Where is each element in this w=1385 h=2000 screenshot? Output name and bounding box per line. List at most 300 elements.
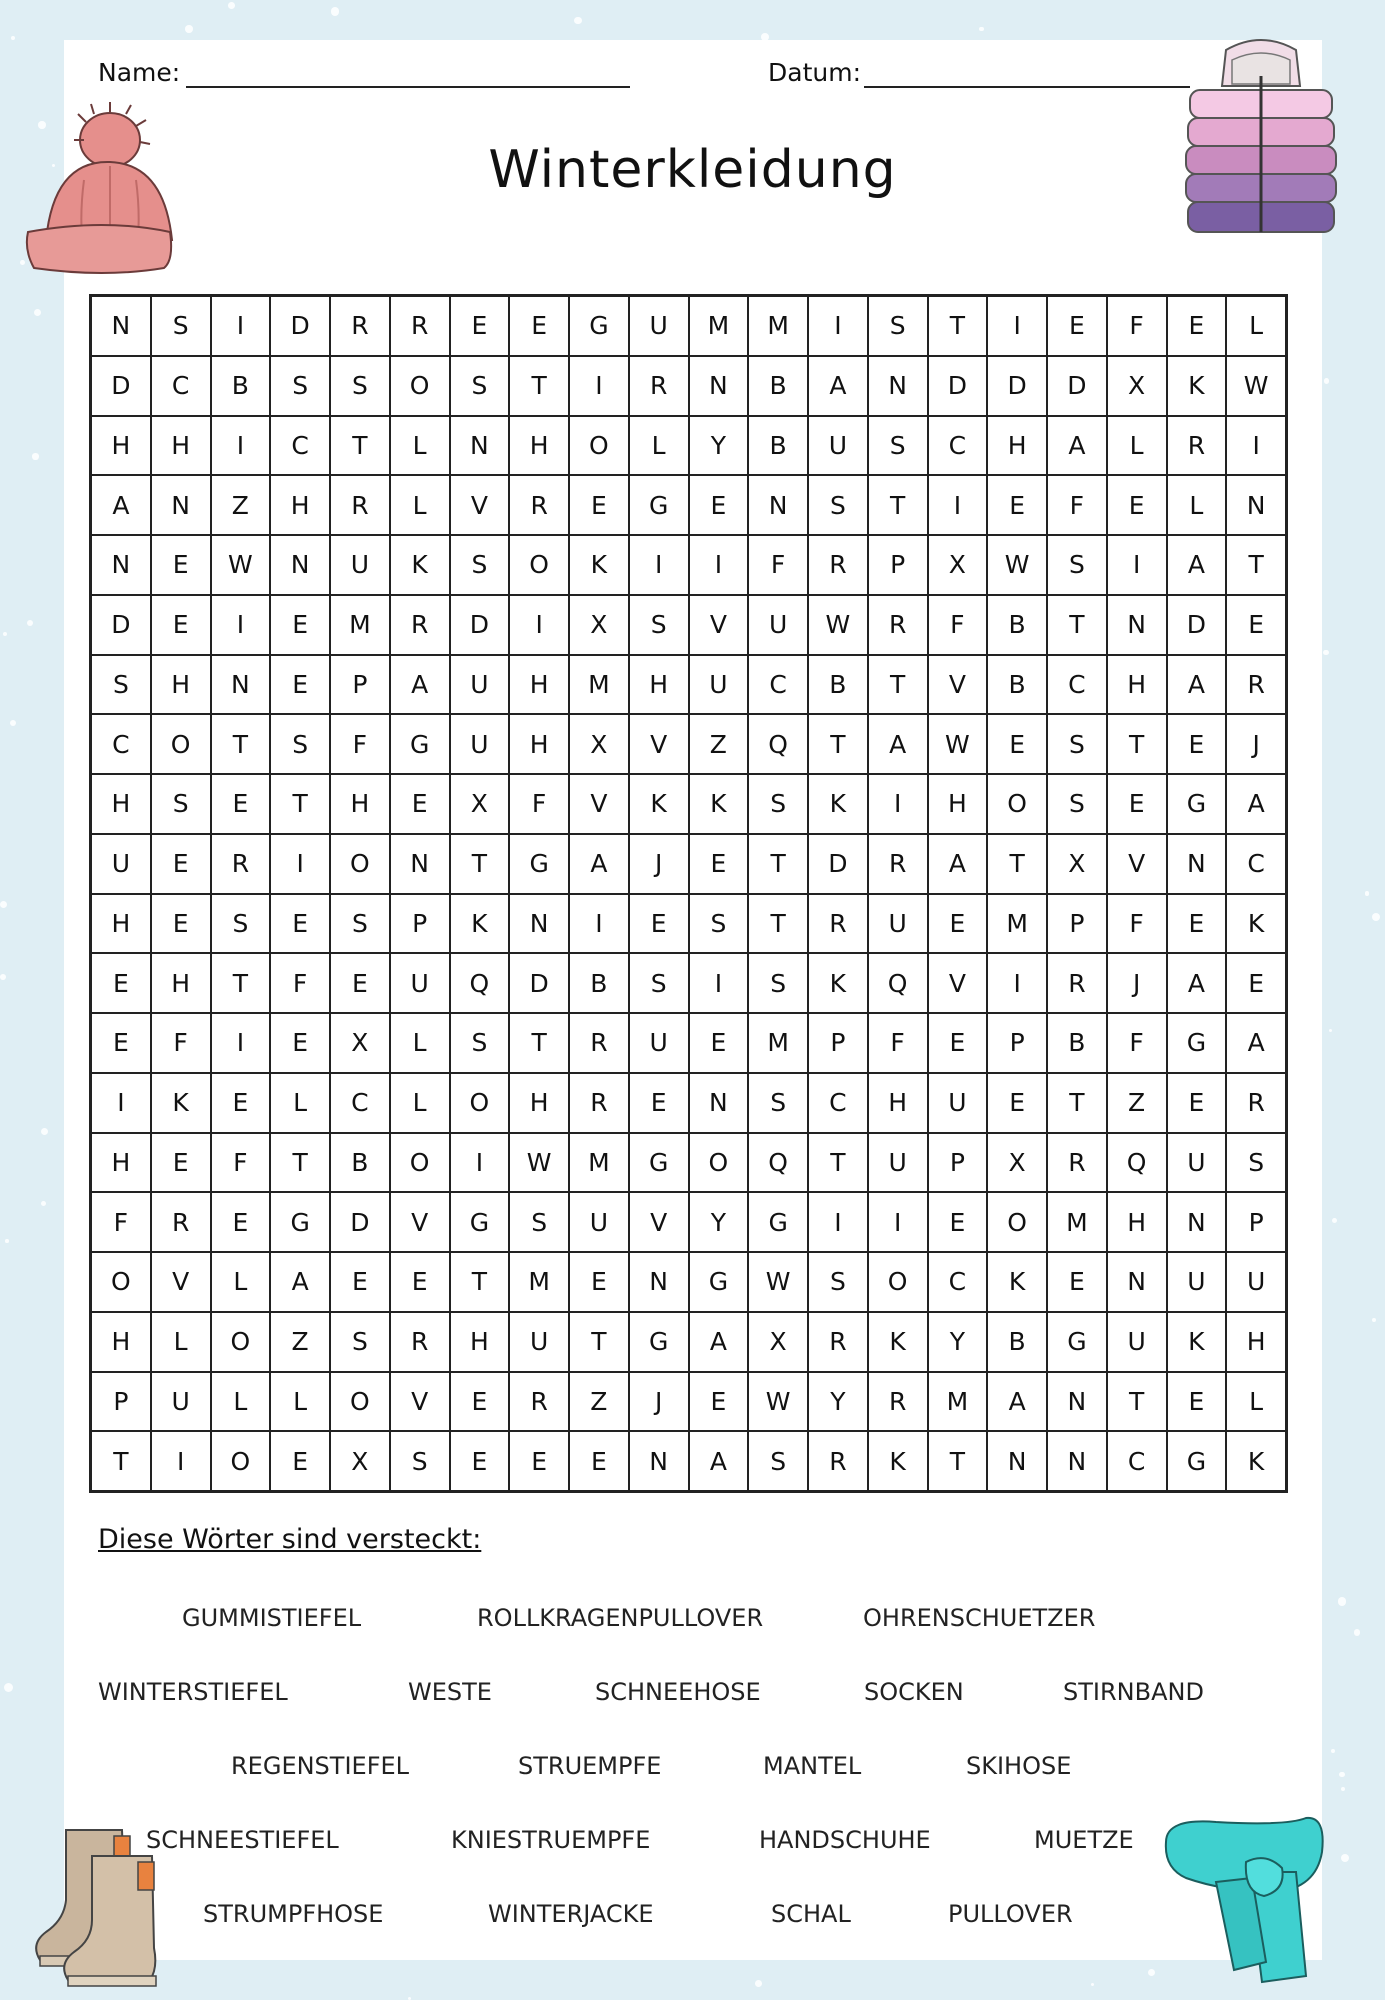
grid-cell[interactable]: D <box>509 953 569 1013</box>
grid-cell[interactable]: X <box>330 1013 390 1073</box>
grid-cell[interactable]: I <box>987 953 1047 1013</box>
grid-cell[interactable]: Y <box>689 416 749 476</box>
grid-cell[interactable]: S <box>330 356 390 416</box>
grid-cell[interactable]: E <box>569 1431 629 1491</box>
grid-cell[interactable]: C <box>808 1073 868 1133</box>
grid-cell[interactable]: E <box>987 1073 1047 1133</box>
grid-cell[interactable]: Z <box>270 1312 330 1372</box>
grid-cell[interactable]: M <box>330 595 390 655</box>
grid-cell[interactable]: R <box>808 1431 868 1491</box>
grid-cell[interactable]: E <box>151 1133 211 1193</box>
grid-cell[interactable]: M <box>569 655 629 715</box>
grid-cell[interactable]: J <box>629 1372 689 1432</box>
grid-cell[interactable]: E <box>569 1252 629 1312</box>
grid-cell[interactable]: E <box>330 1252 390 1312</box>
grid-cell[interactable]: B <box>1047 1013 1107 1073</box>
grid-cell[interactable]: E <box>1167 1372 1227 1432</box>
grid-cell[interactable]: T <box>1047 595 1107 655</box>
grid-cell[interactable]: F <box>1107 296 1167 356</box>
grid-cell[interactable]: U <box>928 1073 988 1133</box>
grid-cell[interactable]: G <box>689 1252 749 1312</box>
grid-cell[interactable]: U <box>629 296 689 356</box>
grid-cell[interactable]: N <box>629 1252 689 1312</box>
grid-cell[interactable]: O <box>450 1073 510 1133</box>
grid-cell[interactable]: I <box>91 1073 151 1133</box>
grid-cell[interactable]: H <box>330 774 390 834</box>
grid-cell[interactable]: D <box>928 356 988 416</box>
grid-cell[interactable]: T <box>748 894 808 954</box>
grid-cell[interactable]: T <box>987 834 1047 894</box>
grid-cell[interactable]: F <box>748 535 808 595</box>
grid-cell[interactable]: S <box>629 953 689 1013</box>
grid-cell[interactable]: E <box>91 953 151 1013</box>
grid-cell[interactable]: C <box>270 416 330 476</box>
grid-cell[interactable]: R <box>629 356 689 416</box>
grid-cell[interactable]: H <box>509 655 569 715</box>
grid-cell[interactable]: H <box>868 1073 928 1133</box>
grid-cell[interactable]: X <box>450 774 510 834</box>
grid-cell[interactable]: L <box>629 416 689 476</box>
grid-cell[interactable]: R <box>1047 1133 1107 1193</box>
grid-cell[interactable]: U <box>1107 1312 1167 1372</box>
grid-cell[interactable]: Q <box>748 714 808 774</box>
grid-cell[interactable]: N <box>509 894 569 954</box>
grid-cell[interactable]: E <box>1107 475 1167 535</box>
grid-cell[interactable]: G <box>1167 1013 1227 1073</box>
grid-cell[interactable]: N <box>1167 1192 1227 1252</box>
grid-cell[interactable]: Y <box>689 1192 749 1252</box>
grid-cell[interactable]: U <box>868 894 928 954</box>
grid-cell[interactable]: E <box>270 894 330 954</box>
grid-cell[interactable]: H <box>91 1133 151 1193</box>
grid-cell[interactable]: E <box>211 1192 271 1252</box>
grid-cell[interactable]: H <box>151 655 211 715</box>
grid-cell[interactable]: D <box>808 834 868 894</box>
grid-cell[interactable]: U <box>509 1312 569 1372</box>
grid-cell[interactable]: S <box>1226 1133 1286 1193</box>
grid-cell[interactable]: S <box>808 1252 868 1312</box>
grid-cell[interactable]: K <box>1226 1431 1286 1491</box>
grid-cell[interactable]: E <box>450 1372 510 1432</box>
grid-cell[interactable]: L <box>151 1312 211 1372</box>
grid-cell[interactable]: G <box>270 1192 330 1252</box>
grid-cell[interactable]: S <box>211 894 271 954</box>
grid-cell[interactable]: R <box>808 535 868 595</box>
grid-cell[interactable]: A <box>689 1312 749 1372</box>
grid-cell[interactable]: M <box>689 296 749 356</box>
grid-cell[interactable]: H <box>151 416 211 476</box>
grid-cell[interactable]: U <box>1167 1252 1227 1312</box>
grid-cell[interactable]: N <box>748 475 808 535</box>
grid-cell[interactable]: T <box>450 834 510 894</box>
grid-cell[interactable]: B <box>748 416 808 476</box>
grid-cell[interactable]: D <box>91 595 151 655</box>
grid-cell[interactable]: D <box>1167 595 1227 655</box>
grid-cell[interactable]: U <box>808 416 868 476</box>
grid-cell[interactable]: R <box>868 595 928 655</box>
grid-cell[interactable]: S <box>868 296 928 356</box>
grid-cell[interactable]: I <box>211 416 271 476</box>
grid-cell[interactable]: U <box>1226 1252 1286 1312</box>
grid-cell[interactable]: C <box>748 655 808 715</box>
grid-cell[interactable]: H <box>1226 1312 1286 1372</box>
grid-cell[interactable]: S <box>450 356 510 416</box>
grid-cell[interactable]: D <box>270 296 330 356</box>
grid-cell[interactable]: N <box>91 535 151 595</box>
grid-cell[interactable]: T <box>748 834 808 894</box>
grid-cell[interactable]: R <box>808 894 868 954</box>
grid-cell[interactable]: W <box>987 535 1047 595</box>
grid-cell[interactable]: E <box>928 894 988 954</box>
grid-cell[interactable]: R <box>569 1013 629 1073</box>
grid-cell[interactable]: O <box>868 1252 928 1312</box>
grid-cell[interactable]: S <box>868 416 928 476</box>
grid-cell[interactable]: I <box>928 475 988 535</box>
grid-cell[interactable]: H <box>928 774 988 834</box>
grid-cell[interactable]: T <box>868 475 928 535</box>
grid-cell[interactable]: E <box>928 1192 988 1252</box>
grid-cell[interactable]: O <box>569 416 629 476</box>
grid-cell[interactable]: Y <box>928 1312 988 1372</box>
grid-cell[interactable]: H <box>629 655 689 715</box>
grid-cell[interactable]: F <box>270 953 330 1013</box>
grid-cell[interactable]: I <box>569 356 629 416</box>
grid-cell[interactable]: I <box>1107 535 1167 595</box>
grid-cell[interactable]: O <box>151 714 211 774</box>
grid-cell[interactable]: T <box>91 1431 151 1491</box>
grid-cell[interactable]: U <box>450 714 510 774</box>
grid-cell[interactable]: P <box>1047 894 1107 954</box>
grid-cell[interactable]: O <box>689 1133 749 1193</box>
grid-cell[interactable]: G <box>629 475 689 535</box>
grid-cell[interactable]: T <box>211 953 271 1013</box>
grid-cell[interactable]: A <box>987 1372 1047 1432</box>
grid-cell[interactable]: H <box>91 774 151 834</box>
grid-cell[interactable]: W <box>808 595 868 655</box>
grid-cell[interactable]: T <box>330 416 390 476</box>
grid-cell[interactable]: D <box>1047 356 1107 416</box>
grid-cell[interactable]: U <box>390 953 450 1013</box>
grid-cell[interactable]: K <box>1167 356 1227 416</box>
grid-cell[interactable]: W <box>928 714 988 774</box>
grid-cell[interactable]: E <box>629 894 689 954</box>
grid-cell[interactable]: E <box>987 475 1047 535</box>
grid-cell[interactable]: H <box>91 416 151 476</box>
grid-cell[interactable]: I <box>569 894 629 954</box>
grid-cell[interactable]: E <box>450 296 510 356</box>
grid-cell[interactable]: V <box>390 1372 450 1432</box>
grid-cell[interactable]: V <box>928 655 988 715</box>
letter-grid[interactable] <box>89 294 1288 1493</box>
grid-cell[interactable]: E <box>270 655 330 715</box>
grid-cell[interactable]: I <box>270 834 330 894</box>
grid-cell[interactable]: R <box>569 1073 629 1133</box>
grid-cell[interactable]: N <box>987 1431 1047 1491</box>
grid-cell[interactable]: D <box>987 356 1047 416</box>
grid-cell[interactable]: K <box>868 1431 928 1491</box>
grid-cell[interactable]: V <box>569 774 629 834</box>
grid-cell[interactable]: V <box>928 953 988 1013</box>
grid-cell[interactable]: I <box>450 1133 510 1193</box>
grid-cell[interactable]: N <box>91 296 151 356</box>
grid-cell[interactable]: E <box>390 1252 450 1312</box>
grid-cell[interactable]: A <box>808 356 868 416</box>
grid-cell[interactable]: Q <box>868 953 928 1013</box>
grid-cell[interactable]: C <box>1047 655 1107 715</box>
grid-cell[interactable]: N <box>1047 1431 1107 1491</box>
grid-cell[interactable]: A <box>1047 416 1107 476</box>
grid-cell[interactable]: O <box>987 774 1047 834</box>
grid-cell[interactable]: P <box>390 894 450 954</box>
grid-cell[interactable]: A <box>868 714 928 774</box>
grid-cell[interactable]: A <box>1167 655 1227 715</box>
grid-cell[interactable]: F <box>151 1013 211 1073</box>
grid-cell[interactable]: X <box>569 595 629 655</box>
grid-cell[interactable]: V <box>629 1192 689 1252</box>
grid-cell[interactable]: S <box>808 475 868 535</box>
grid-cell[interactable]: M <box>1047 1192 1107 1252</box>
grid-cell[interactable]: N <box>450 416 510 476</box>
grid-cell[interactable]: H <box>450 1312 510 1372</box>
grid-cell[interactable]: R <box>808 1312 868 1372</box>
grid-cell[interactable]: S <box>450 535 510 595</box>
grid-cell[interactable]: F <box>928 595 988 655</box>
grid-cell[interactable]: B <box>987 595 1047 655</box>
grid-cell[interactable]: O <box>330 834 390 894</box>
grid-cell[interactable]: B <box>330 1133 390 1193</box>
grid-cell[interactable]: S <box>151 296 211 356</box>
grid-cell[interactable]: C <box>928 416 988 476</box>
grid-cell[interactable]: L <box>1107 416 1167 476</box>
grid-cell[interactable]: T <box>509 356 569 416</box>
grid-cell[interactable]: C <box>330 1073 390 1133</box>
grid-cell[interactable]: R <box>1226 655 1286 715</box>
grid-cell[interactable]: E <box>390 774 450 834</box>
grid-cell[interactable]: A <box>1226 1013 1286 1073</box>
grid-cell[interactable]: V <box>151 1252 211 1312</box>
grid-cell[interactable]: O <box>987 1192 1047 1252</box>
grid-cell[interactable]: I <box>808 296 868 356</box>
grid-cell[interactable]: T <box>270 1133 330 1193</box>
grid-cell[interactable]: N <box>390 834 450 894</box>
grid-cell[interactable]: T <box>1226 535 1286 595</box>
grid-cell[interactable]: C <box>151 356 211 416</box>
grid-cell[interactable]: E <box>1226 953 1286 1013</box>
grid-cell[interactable]: T <box>211 714 271 774</box>
grid-cell[interactable]: U <box>629 1013 689 1073</box>
grid-cell[interactable]: U <box>151 1372 211 1432</box>
grid-cell[interactable]: R <box>390 595 450 655</box>
grid-cell[interactable]: L <box>270 1372 330 1432</box>
grid-cell[interactable]: D <box>91 356 151 416</box>
grid-cell[interactable]: E <box>270 595 330 655</box>
grid-cell[interactable]: V <box>629 714 689 774</box>
grid-cell[interactable]: B <box>808 655 868 715</box>
grid-cell[interactable]: E <box>1226 595 1286 655</box>
grid-cell[interactable]: N <box>1107 1252 1167 1312</box>
grid-cell[interactable]: E <box>211 774 271 834</box>
grid-cell[interactable]: E <box>270 1431 330 1491</box>
grid-cell[interactable]: S <box>748 953 808 1013</box>
grid-cell[interactable]: R <box>509 1372 569 1432</box>
grid-cell[interactable]: K <box>1226 894 1286 954</box>
grid-cell[interactable]: B <box>211 356 271 416</box>
grid-cell[interactable]: S <box>330 894 390 954</box>
grid-cell[interactable]: K <box>808 774 868 834</box>
grid-cell[interactable]: F <box>330 714 390 774</box>
grid-cell[interactable]: X <box>748 1312 808 1372</box>
grid-cell[interactable]: S <box>748 774 808 834</box>
grid-cell[interactable]: Q <box>450 953 510 1013</box>
grid-cell[interactable]: N <box>1167 834 1227 894</box>
grid-cell[interactable]: R <box>1167 416 1227 476</box>
grid-cell[interactable]: E <box>689 475 749 535</box>
grid-cell[interactable]: H <box>1107 1192 1167 1252</box>
grid-cell[interactable]: F <box>1047 475 1107 535</box>
grid-cell[interactable]: G <box>629 1312 689 1372</box>
grid-cell[interactable]: T <box>928 296 988 356</box>
grid-cell[interactable]: E <box>151 894 211 954</box>
grid-cell[interactable]: H <box>509 416 569 476</box>
grid-cell[interactable]: Y <box>808 1372 868 1432</box>
grid-cell[interactable]: V <box>1107 834 1167 894</box>
grid-cell[interactable]: E <box>689 1372 749 1432</box>
grid-cell[interactable]: S <box>330 1312 390 1372</box>
grid-cell[interactable]: E <box>1167 1073 1227 1133</box>
grid-cell[interactable]: F <box>1107 1013 1167 1073</box>
grid-cell[interactable]: C <box>1226 834 1286 894</box>
grid-cell[interactable]: L <box>1167 475 1227 535</box>
grid-cell[interactable]: N <box>1107 595 1167 655</box>
grid-cell[interactable]: V <box>689 595 749 655</box>
grid-cell[interactable]: P <box>808 1013 868 1073</box>
grid-cell[interactable]: L <box>390 416 450 476</box>
grid-cell[interactable]: N <box>689 1073 749 1133</box>
grid-cell[interactable]: M <box>569 1133 629 1193</box>
grid-cell[interactable]: K <box>151 1073 211 1133</box>
grid-cell[interactable]: K <box>868 1312 928 1372</box>
grid-cell[interactable]: E <box>1047 296 1107 356</box>
grid-cell[interactable]: M <box>509 1252 569 1312</box>
grid-cell[interactable]: R <box>330 475 390 535</box>
grid-cell[interactable]: E <box>270 1013 330 1073</box>
grid-cell[interactable]: R <box>1047 953 1107 1013</box>
grid-cell[interactable]: G <box>569 296 629 356</box>
grid-cell[interactable]: N <box>629 1431 689 1491</box>
grid-cell[interactable]: G <box>629 1133 689 1193</box>
grid-cell[interactable]: W <box>1226 356 1286 416</box>
grid-cell[interactable]: O <box>390 1133 450 1193</box>
grid-cell[interactable]: C <box>928 1252 988 1312</box>
grid-cell[interactable]: K <box>1167 1312 1227 1372</box>
grid-cell[interactable]: I <box>151 1431 211 1491</box>
grid-cell[interactable]: X <box>987 1133 1047 1193</box>
grid-cell[interactable]: R <box>390 1312 450 1372</box>
grid-cell[interactable]: E <box>509 296 569 356</box>
grid-cell[interactable]: E <box>450 1431 510 1491</box>
grid-cell[interactable]: H <box>91 1312 151 1372</box>
grid-cell[interactable]: U <box>569 1192 629 1252</box>
grid-cell[interactable]: E <box>1167 894 1227 954</box>
grid-cell[interactable]: H <box>1107 655 1167 715</box>
grid-cell[interactable]: X <box>1047 834 1107 894</box>
grid-cell[interactable]: B <box>987 655 1047 715</box>
grid-cell[interactable]: F <box>868 1013 928 1073</box>
grid-cell[interactable]: S <box>450 1013 510 1073</box>
grid-cell[interactable]: E <box>987 714 1047 774</box>
grid-cell[interactable]: J <box>629 834 689 894</box>
grid-cell[interactable]: L <box>390 1073 450 1133</box>
grid-cell[interactable]: A <box>1226 774 1286 834</box>
grid-cell[interactable]: S <box>629 595 689 655</box>
grid-cell[interactable]: F <box>509 774 569 834</box>
grid-cell[interactable]: P <box>1226 1192 1286 1252</box>
grid-cell[interactable]: L <box>211 1252 271 1312</box>
grid-cell[interactable]: Z <box>569 1372 629 1432</box>
grid-cell[interactable]: A <box>1167 953 1227 1013</box>
grid-cell[interactable]: E <box>211 1073 271 1133</box>
grid-cell[interactable]: E <box>689 834 749 894</box>
grid-cell[interactable]: O <box>211 1431 271 1491</box>
grid-cell[interactable]: R <box>868 834 928 894</box>
grid-cell[interactable]: N <box>868 356 928 416</box>
grid-cell[interactable]: U <box>868 1133 928 1193</box>
grid-cell[interactable]: P <box>868 535 928 595</box>
grid-cell[interactable]: G <box>1167 774 1227 834</box>
grid-cell[interactable]: S <box>151 774 211 834</box>
grid-cell[interactable]: O <box>211 1312 271 1372</box>
grid-cell[interactable]: T <box>1107 714 1167 774</box>
grid-cell[interactable]: W <box>748 1372 808 1432</box>
grid-cell[interactable]: J <box>1226 714 1286 774</box>
grid-cell[interactable]: S <box>509 1192 569 1252</box>
grid-cell[interactable]: K <box>987 1252 1047 1312</box>
grid-cell[interactable]: N <box>689 356 749 416</box>
grid-cell[interactable]: R <box>390 296 450 356</box>
grid-cell[interactable]: R <box>1226 1073 1286 1133</box>
grid-cell[interactable]: I <box>211 1013 271 1073</box>
grid-cell[interactable]: F <box>91 1192 151 1252</box>
grid-cell[interactable]: O <box>390 356 450 416</box>
grid-cell[interactable]: A <box>270 1252 330 1312</box>
grid-cell[interactable]: I <box>211 595 271 655</box>
grid-cell[interactable]: D <box>450 595 510 655</box>
grid-cell[interactable]: Z <box>689 714 749 774</box>
name-line[interactable] <box>186 86 630 88</box>
grid-cell[interactable]: X <box>330 1431 390 1491</box>
grid-cell[interactable]: E <box>330 953 390 1013</box>
grid-cell[interactable]: H <box>270 475 330 535</box>
grid-cell[interactable]: E <box>1167 296 1227 356</box>
grid-cell[interactable]: O <box>91 1252 151 1312</box>
grid-cell[interactable]: N <box>270 535 330 595</box>
grid-cell[interactable]: E <box>151 535 211 595</box>
grid-cell[interactable]: T <box>928 1431 988 1491</box>
grid-cell[interactable]: H <box>509 1073 569 1133</box>
grid-cell[interactable]: L <box>390 1013 450 1073</box>
grid-cell[interactable]: G <box>450 1192 510 1252</box>
grid-cell[interactable]: N <box>211 655 271 715</box>
date-line[interactable] <box>864 86 1190 88</box>
grid-cell[interactable]: M <box>748 1013 808 1073</box>
grid-cell[interactable]: J <box>1107 953 1167 1013</box>
grid-cell[interactable]: K <box>390 535 450 595</box>
grid-cell[interactable]: B <box>987 1312 1047 1372</box>
grid-cell[interactable]: F <box>1107 894 1167 954</box>
grid-cell[interactable]: R <box>868 1372 928 1432</box>
grid-cell[interactable]: B <box>748 356 808 416</box>
grid-cell[interactable]: Z <box>211 475 271 535</box>
